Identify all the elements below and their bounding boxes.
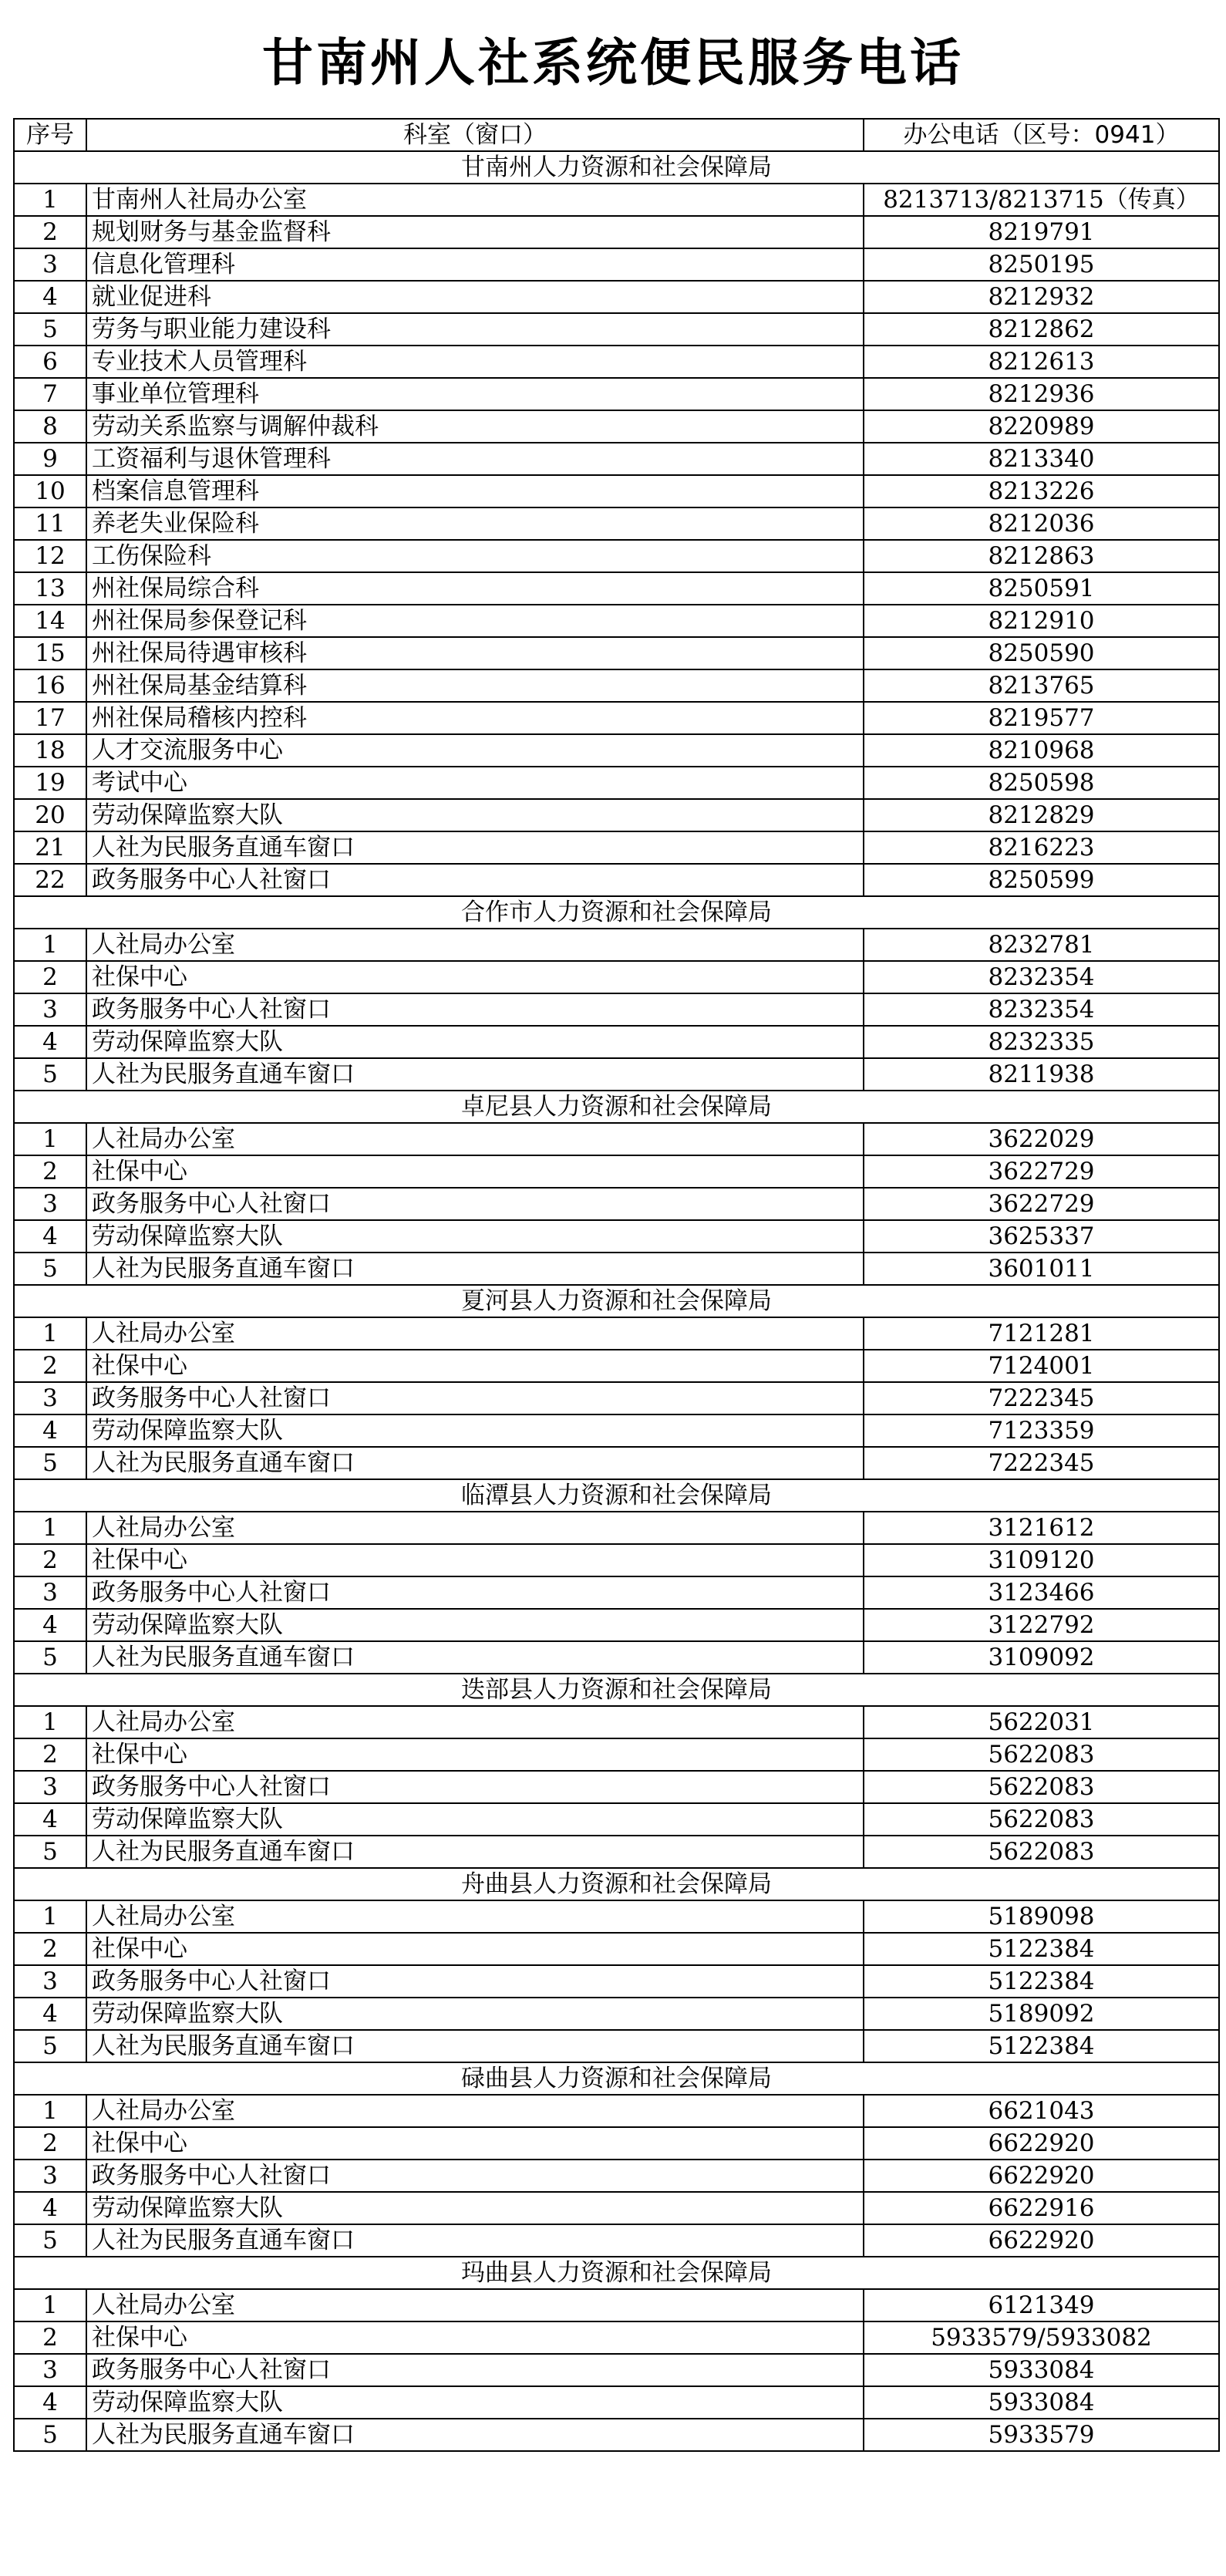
section-header-row: [14, 1674, 1219, 1706]
row-dept-name: 人社局办公室: [86, 2095, 864, 2127]
section-title: 迭部县人力资源和社会保障局: [14, 1674, 1219, 1706]
row-seq: 9: [14, 443, 86, 475]
table-row: [14, 1058, 1219, 1091]
row-dept-name: 劳动保障监察大队: [86, 1414, 864, 1447]
row-dept-name: 社保中心: [86, 2127, 864, 2160]
row-dept-name: 人社为民服务直通车窗口: [86, 1447, 864, 1479]
table-row: [14, 410, 1219, 443]
row-phone: 8250591: [864, 572, 1219, 605]
row-dept-name: 考试中心: [86, 767, 864, 799]
row-dept-name: 人社为民服务直通车窗口: [86, 1836, 864, 1868]
row-seq: 22: [14, 864, 86, 896]
row-seq: 1: [14, 1706, 86, 1738]
row-phone: 3622029: [864, 1123, 1219, 1155]
header-seq: 序号: [14, 119, 86, 151]
row-dept-name: 州社保局待遇审核科: [86, 637, 864, 669]
row-dept-name: 人社为民服务直通车窗口: [86, 1641, 864, 1674]
row-seq: 2: [14, 1933, 86, 1965]
row-seq: 4: [14, 1220, 86, 1253]
table-row: [14, 799, 1219, 831]
table-row: [14, 507, 1219, 540]
row-dept-name: 州社保局基金结算科: [86, 669, 864, 702]
row-seq: 2: [14, 1544, 86, 1576]
row-phone: 7123359: [864, 1414, 1219, 1447]
table-row: [14, 1738, 1219, 1771]
row-phone: 8210968: [864, 734, 1219, 767]
row-phone: 8211938: [864, 1058, 1219, 1091]
row-phone: 7222345: [864, 1382, 1219, 1414]
row-seq: 21: [14, 831, 86, 864]
table-row: [14, 1220, 1219, 1253]
section-title: 舟曲县人力资源和社会保障局: [14, 1868, 1219, 1900]
table-row: [14, 2419, 1219, 2451]
row-seq: 1: [14, 1900, 86, 1933]
section-title: 玛曲县人力资源和社会保障局: [14, 2257, 1219, 2289]
row-phone: 3122792: [864, 1609, 1219, 1641]
row-phone: 3123466: [864, 1576, 1219, 1609]
row-seq: 5: [14, 1253, 86, 1285]
table-row: [14, 540, 1219, 572]
row-phone: 5122384: [864, 1933, 1219, 1965]
table-row: [14, 1965, 1219, 1998]
row-dept-name: 工资福利与退休管理科: [86, 443, 864, 475]
row-phone: 8212936: [864, 378, 1219, 410]
table-body: [14, 119, 1219, 2451]
row-phone: 5189092: [864, 1998, 1219, 2030]
row-dept-name: 劳动保障监察大队: [86, 1803, 864, 1836]
row-dept-name: 人社局办公室: [86, 1123, 864, 1155]
section-header-row: [14, 2062, 1219, 2095]
row-phone: 5933084: [864, 2386, 1219, 2419]
row-seq: 4: [14, 281, 86, 313]
row-seq: 1: [14, 184, 86, 216]
header-phone: 办公电话（区号：0941）: [864, 119, 1219, 151]
table-row: [14, 929, 1219, 961]
row-phone: 8250590: [864, 637, 1219, 669]
header-dept: 科室（窗口）: [86, 119, 864, 151]
table-row: [14, 2354, 1219, 2386]
row-dept-name: 劳动保障监察大队: [86, 2192, 864, 2224]
section-title: 甘南州人力资源和社会保障局: [14, 151, 1219, 184]
row-seq: 3: [14, 1382, 86, 1414]
row-seq: 4: [14, 2192, 86, 2224]
table-row: [14, 2321, 1219, 2354]
section-header-row: [14, 896, 1219, 929]
table-row: [14, 637, 1219, 669]
row-dept-name: 社保中心: [86, 1155, 864, 1188]
row-phone: 8213226: [864, 475, 1219, 507]
row-phone: 8216223: [864, 831, 1219, 864]
row-phone: 8232354: [864, 993, 1219, 1026]
row-seq: 4: [14, 1998, 86, 2030]
row-phone: 8219577: [864, 702, 1219, 734]
row-phone: 7124001: [864, 1350, 1219, 1382]
row-phone: 5933579/5933082: [864, 2321, 1219, 2354]
table-row: [14, 1836, 1219, 1868]
row-seq: 12: [14, 540, 86, 572]
table-row: [14, 313, 1219, 346]
row-seq: 3: [14, 1771, 86, 1803]
row-dept-name: 州社保局稽核内控科: [86, 702, 864, 734]
row-seq: 19: [14, 767, 86, 799]
row-seq: 3: [14, 2160, 86, 2192]
row-seq: 20: [14, 799, 86, 831]
row-dept-name: 工伤保险科: [86, 540, 864, 572]
table-row: [14, 572, 1219, 605]
table-row: [14, 1155, 1219, 1188]
table-row: [14, 184, 1219, 216]
row-dept-name: 政务服务中心人社窗口: [86, 1188, 864, 1220]
row-phone: 8213765: [864, 669, 1219, 702]
table-row: [14, 2160, 1219, 2192]
row-seq: 2: [14, 1155, 86, 1188]
row-seq: 5: [14, 1058, 86, 1091]
row-dept-name: 信息化管理科: [86, 248, 864, 281]
phone-directory-table: [13, 118, 1220, 2452]
row-dept-name: 劳动保障监察大队: [86, 1220, 864, 1253]
row-phone: 8220989: [864, 410, 1219, 443]
table-row: [14, 767, 1219, 799]
row-dept-name: 人社局办公室: [86, 2289, 864, 2321]
row-phone: 8250599: [864, 864, 1219, 896]
row-phone: 7121281: [864, 1317, 1219, 1350]
row-dept-name: 人社局办公室: [86, 1317, 864, 1350]
row-seq: 5: [14, 1836, 86, 1868]
row-dept-name: 劳动保障监察大队: [86, 1998, 864, 2030]
row-seq: 2: [14, 216, 86, 248]
table-row: [14, 216, 1219, 248]
row-dept-name: 人社为民服务直通车窗口: [86, 831, 864, 864]
section-header-row: [14, 1285, 1219, 1317]
row-seq: 10: [14, 475, 86, 507]
row-dept-name: 社保中心: [86, 1933, 864, 1965]
row-seq: 3: [14, 1188, 86, 1220]
row-seq: 7: [14, 378, 86, 410]
row-dept-name: 规划财务与基金监督科: [86, 216, 864, 248]
row-dept-name: 州社保局综合科: [86, 572, 864, 605]
row-dept-name: 人社局办公室: [86, 1900, 864, 1933]
row-phone: 3622729: [864, 1155, 1219, 1188]
table-row: [14, 443, 1219, 475]
row-dept-name: 社保中心: [86, 1350, 864, 1382]
row-dept-name: 劳动保障监察大队: [86, 799, 864, 831]
row-phone: 8219791: [864, 216, 1219, 248]
row-phone: 8250598: [864, 767, 1219, 799]
row-dept-name: 政务服务中心人社窗口: [86, 2354, 864, 2386]
row-phone: 8213713/8213715（传真）: [864, 184, 1219, 216]
table-row: [14, 1123, 1219, 1155]
row-phone: 8212613: [864, 346, 1219, 378]
row-phone: 8232781: [864, 929, 1219, 961]
row-seq: 1: [14, 2289, 86, 2321]
row-seq: 2: [14, 2321, 86, 2354]
table-row: [14, 669, 1219, 702]
row-seq: 3: [14, 248, 86, 281]
table-row: [14, 1803, 1219, 1836]
section-title: 合作市人力资源和社会保障局: [14, 896, 1219, 929]
row-dept-name: 政务服务中心人社窗口: [86, 1771, 864, 1803]
table-row: [14, 378, 1219, 410]
row-dept-name: 就业促进科: [86, 281, 864, 313]
row-seq: 4: [14, 1026, 86, 1058]
row-dept-name: 人社为民服务直通车窗口: [86, 1058, 864, 1091]
table-row: [14, 831, 1219, 864]
row-dept-name: 养老失业保险科: [86, 507, 864, 540]
row-seq: 5: [14, 1641, 86, 1674]
row-dept-name: 甘南州人社局办公室: [86, 184, 864, 216]
row-seq: 1: [14, 1317, 86, 1350]
row-seq: 4: [14, 1414, 86, 1447]
row-seq: 2: [14, 1350, 86, 1382]
row-dept-name: 政务服务中心人社窗口: [86, 864, 864, 896]
row-dept-name: 人社为民服务直通车窗口: [86, 2419, 864, 2451]
table-row: [14, 1026, 1219, 1058]
row-phone: 5933084: [864, 2354, 1219, 2386]
row-dept-name: 社保中心: [86, 1544, 864, 1576]
row-phone: 5189098: [864, 1900, 1219, 1933]
section-title: 临潭县人力资源和社会保障局: [14, 1479, 1219, 1512]
row-dept-name: 政务服务中心人社窗口: [86, 1965, 864, 1998]
row-seq: 2: [14, 2127, 86, 2160]
row-dept-name: 政务服务中心人社窗口: [86, 993, 864, 1026]
page-title: 甘南州人社系统便民服务电话: [262, 32, 964, 93]
row-phone: 5122384: [864, 1965, 1219, 1998]
row-seq: 5: [14, 313, 86, 346]
row-seq: 14: [14, 605, 86, 637]
row-seq: 2: [14, 961, 86, 993]
table-row: [14, 2289, 1219, 2321]
row-seq: 3: [14, 1576, 86, 1609]
row-phone: 5622083: [864, 1803, 1219, 1836]
row-dept-name: 政务服务中心人社窗口: [86, 1382, 864, 1414]
table-row: [14, 1317, 1219, 1350]
row-seq: 18: [14, 734, 86, 767]
row-phone: 3109120: [864, 1544, 1219, 1576]
table-row: [14, 1350, 1219, 1382]
table-row: [14, 1641, 1219, 1674]
row-phone: 5622083: [864, 1771, 1219, 1803]
row-phone: 5933579: [864, 2419, 1219, 2451]
table-row: [14, 2030, 1219, 2062]
table-row: [14, 1576, 1219, 1609]
row-phone: 8213340: [864, 443, 1219, 475]
table-row: [14, 1512, 1219, 1544]
table-row: [14, 1998, 1219, 2030]
row-phone: 6121349: [864, 2289, 1219, 2321]
row-dept-name: 劳动保障监察大队: [86, 2386, 864, 2419]
row-phone: 3625337: [864, 1220, 1219, 1253]
table-row: [14, 1382, 1219, 1414]
row-phone: 6622920: [864, 2127, 1219, 2160]
table-row: [14, 1414, 1219, 1447]
table-row: [14, 1188, 1219, 1220]
row-dept-name: 专业技术人员管理科: [86, 346, 864, 378]
row-dept-name: 社保中心: [86, 2321, 864, 2354]
row-dept-name: 人社局办公室: [86, 1706, 864, 1738]
table-row: [14, 2224, 1219, 2257]
row-phone: 6622920: [864, 2160, 1219, 2192]
table-row: [14, 1706, 1219, 1738]
row-seq: 5: [14, 2419, 86, 2451]
row-phone: 5122384: [864, 2030, 1219, 2062]
row-seq: 2: [14, 1738, 86, 1771]
table-row: [14, 475, 1219, 507]
row-phone: 8212910: [864, 605, 1219, 637]
row-seq: 13: [14, 572, 86, 605]
row-dept-name: 政务服务中心人社窗口: [86, 2160, 864, 2192]
row-phone: 3601011: [864, 1253, 1219, 1285]
table-row: [14, 1771, 1219, 1803]
row-phone: 8232335: [864, 1026, 1219, 1058]
section-header-row: [14, 1868, 1219, 1900]
row-seq: 11: [14, 507, 86, 540]
section-header-row: [14, 2257, 1219, 2289]
row-seq: 17: [14, 702, 86, 734]
table-row: [14, 1609, 1219, 1641]
section-header-row: [14, 1479, 1219, 1512]
row-seq: 5: [14, 1447, 86, 1479]
table-row: [14, 734, 1219, 767]
table-row: [14, 1933, 1219, 1965]
table-row: [14, 1900, 1219, 1933]
section-title: 碌曲县人力资源和社会保障局: [14, 2062, 1219, 2095]
table-row: [14, 1447, 1219, 1479]
row-seq: 1: [14, 929, 86, 961]
row-seq: 3: [14, 993, 86, 1026]
row-dept-name: 劳动关系监察与调解仲裁科: [86, 410, 864, 443]
row-phone: 5622031: [864, 1706, 1219, 1738]
row-dept-name: 劳动保障监察大队: [86, 1026, 864, 1058]
row-phone: 8212862: [864, 313, 1219, 346]
row-seq: 5: [14, 2224, 86, 2257]
row-seq: 3: [14, 1965, 86, 1998]
row-dept-name: 人社为民服务直通车窗口: [86, 2224, 864, 2257]
row-seq: 5: [14, 2030, 86, 2062]
row-dept-name: 事业单位管理科: [86, 378, 864, 410]
table-row: [14, 864, 1219, 896]
table-row: [14, 961, 1219, 993]
row-phone: 3622729: [864, 1188, 1219, 1220]
table-row: [14, 248, 1219, 281]
row-dept-name: 政务服务中心人社窗口: [86, 1576, 864, 1609]
row-dept-name: 人社为民服务直通车窗口: [86, 1253, 864, 1285]
section-header-row: [14, 151, 1219, 184]
table-row: [14, 1253, 1219, 1285]
row-phone: 8212932: [864, 281, 1219, 313]
row-phone: 6621043: [864, 2095, 1219, 2127]
row-dept-name: 人社局办公室: [86, 1512, 864, 1544]
row-phone: 8212829: [864, 799, 1219, 831]
row-seq: 4: [14, 1803, 86, 1836]
row-seq: 3: [14, 2354, 86, 2386]
row-seq: 4: [14, 1609, 86, 1641]
table-row: [14, 281, 1219, 313]
row-seq: 4: [14, 2386, 86, 2419]
row-dept-name: 人才交流服务中心: [86, 734, 864, 767]
row-seq: 1: [14, 2095, 86, 2127]
row-phone: 8212863: [864, 540, 1219, 572]
row-phone: 6622920: [864, 2224, 1219, 2257]
row-dept-name: 劳务与职业能力建设科: [86, 313, 864, 346]
row-phone: 3121612: [864, 1512, 1219, 1544]
table-row: [14, 2127, 1219, 2160]
section-title: 夏河县人力资源和社会保障局: [14, 1285, 1219, 1317]
row-dept-name: 人社为民服务直通车窗口: [86, 2030, 864, 2062]
row-dept-name: 州社保局参保登记科: [86, 605, 864, 637]
row-seq: 1: [14, 1123, 86, 1155]
table-row: [14, 2192, 1219, 2224]
row-phone: 5622083: [864, 1836, 1219, 1868]
row-seq: 16: [14, 669, 86, 702]
row-phone: 8232354: [864, 961, 1219, 993]
table-row: [14, 2095, 1219, 2127]
table-row: [14, 1544, 1219, 1576]
row-phone: 6622916: [864, 2192, 1219, 2224]
row-dept-name: 劳动保障监察大队: [86, 1609, 864, 1641]
table-row: [14, 605, 1219, 637]
row-seq: 8: [14, 410, 86, 443]
row-phone: 3109092: [864, 1641, 1219, 1674]
table-row: [14, 346, 1219, 378]
row-dept-name: 社保中心: [86, 1738, 864, 1771]
row-phone: 5622083: [864, 1738, 1219, 1771]
table-row: [14, 2386, 1219, 2419]
row-dept-name: 档案信息管理科: [86, 475, 864, 507]
table-row: [14, 702, 1219, 734]
row-dept-name: 人社局办公室: [86, 929, 864, 961]
row-seq: 1: [14, 1512, 86, 1544]
section-title: 卓尼县人力资源和社会保障局: [14, 1091, 1219, 1123]
row-phone: 8250195: [864, 248, 1219, 281]
row-phone: 8212036: [864, 507, 1219, 540]
row-phone: 7222345: [864, 1447, 1219, 1479]
row-dept-name: 社保中心: [86, 961, 864, 993]
table-header-row: [14, 119, 1219, 151]
table-row: [14, 993, 1219, 1026]
row-seq: 15: [14, 637, 86, 669]
row-seq: 6: [14, 346, 86, 378]
section-header-row: [14, 1091, 1219, 1123]
